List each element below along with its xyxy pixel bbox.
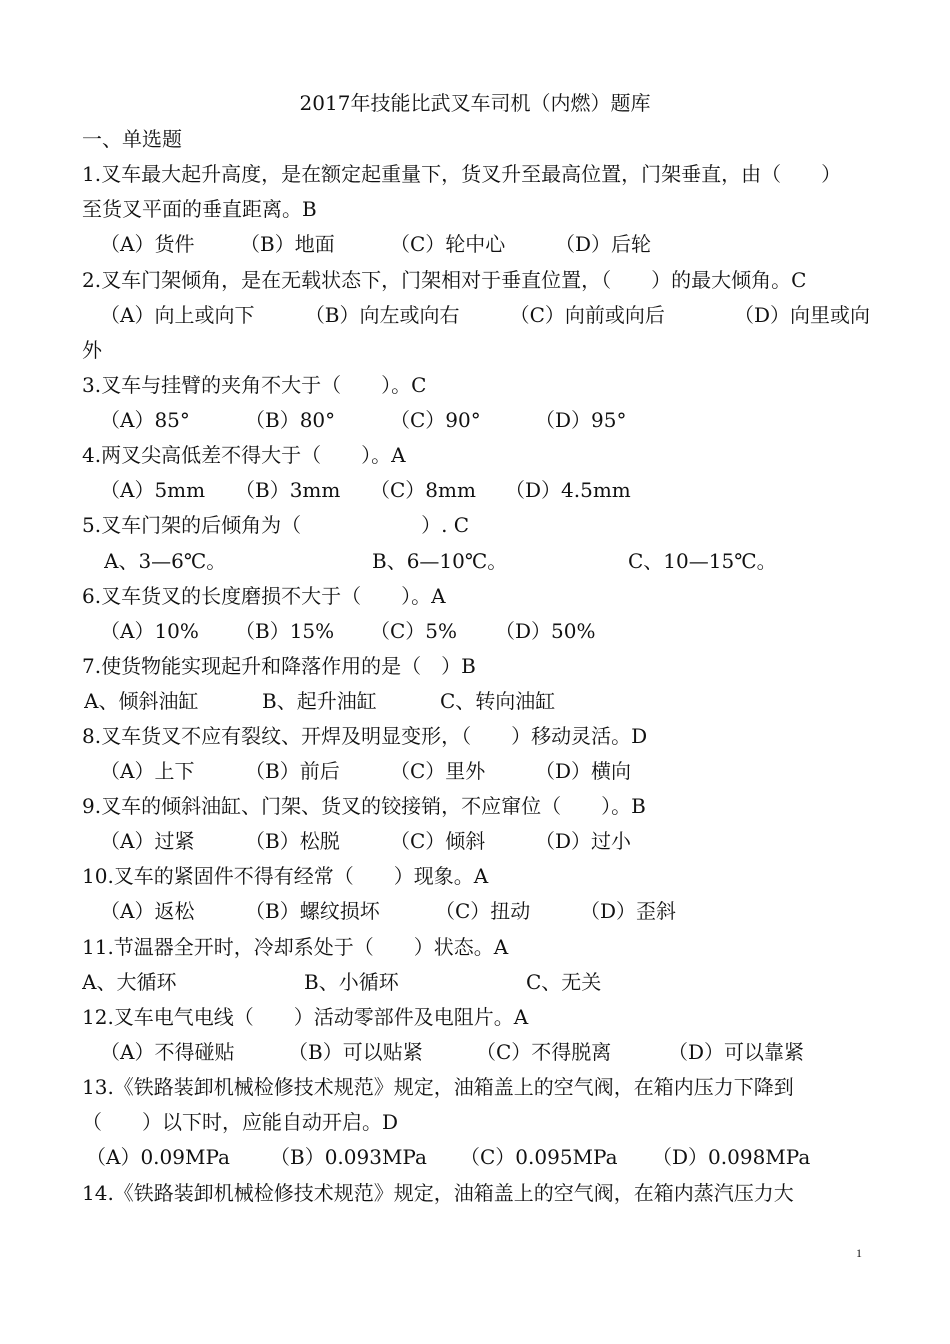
option-d: （D）横向 [535, 759, 632, 783]
option-b: B、小循环 [304, 970, 399, 994]
question-14: 14.《铁路装卸机械检修技术规范》规定，油箱盖上的空气阀，在箱内蒸汽压力大 [82, 1181, 794, 1205]
option-b: （B）0.093MPa [270, 1145, 427, 1169]
question-10-options [100, 896, 870, 926]
option-d: （D）向里或向 [733, 303, 870, 327]
question-4-options [100, 475, 870, 505]
option-b: B、起升油缸 [262, 689, 377, 713]
option-c: （C）0.095MPa [460, 1145, 618, 1169]
option-a: （A）返松 [100, 899, 195, 923]
option-b: （B）可以贴紧 [288, 1040, 423, 1064]
option-c: （C）不得脱离 [476, 1040, 612, 1064]
option-d: （D）过小 [535, 829, 632, 853]
option-c: （C）扭动 [435, 899, 531, 923]
option-b: （B）3mm [235, 478, 341, 502]
option-a: （A）不得碰贴 [100, 1040, 235, 1064]
question-3: 3.叉车与挂臂的夹角不大于（ ）。C [82, 373, 427, 397]
question-2-options [100, 300, 870, 330]
question-1-cont: 至货叉平面的垂直距离。B [82, 197, 317, 221]
option-c: （C）里外 [390, 759, 486, 783]
question-9-options [100, 826, 870, 856]
question-13-options [86, 1142, 870, 1172]
option-a: （A）10% [100, 619, 199, 643]
option-b: （B）松脱 [245, 829, 340, 853]
option-d: （D）可以靠紧 [668, 1040, 805, 1064]
option-a: （A）货件 [100, 232, 195, 256]
option-b: （B）向左或向右 [304, 303, 460, 327]
question-8-options [100, 756, 870, 786]
option-d: （D）后轮 [555, 232, 652, 256]
option-c: C、无关 [526, 970, 602, 994]
question-7-options [84, 686, 870, 716]
question-6: 6.叉车货叉的长度磨损不大于（ ）。A [82, 584, 446, 608]
option-b: （B）80° [245, 408, 336, 432]
option-a: （A）过紧 [100, 829, 195, 853]
option-b: （B）螺纹损坏 [245, 899, 380, 923]
option-c: C、10—15℃。 [628, 549, 777, 573]
question-11: 11.节温器全开时，冷却系处于（ ）状态。A [82, 935, 509, 959]
option-c: （C）轮中心 [390, 232, 506, 256]
question-5-options [104, 546, 870, 576]
option-c: （C）向前或向后 [509, 303, 665, 327]
section-heading: 一、单选题 [82, 127, 182, 151]
option-c: （C）90° [390, 408, 481, 432]
question-11-options [82, 967, 870, 997]
option-c: （C）倾斜 [390, 829, 486, 853]
question-9: 9.叉车的倾斜油缸、门架、货叉的铰接销，不应窜位（ ）。B [82, 794, 646, 818]
page-number: 1 [856, 1246, 862, 1260]
option-b: （B）地面 [240, 232, 335, 256]
question-12-options [100, 1037, 870, 1067]
question-1-options [100, 229, 870, 259]
option-a: （A）上下 [100, 759, 195, 783]
question-2: 2.叉车门架倾角，是在无载状态下，门架相对于垂直位置，（ ）的最大倾角。C [82, 268, 807, 292]
option-a: （A）0.09MPa [86, 1145, 230, 1169]
option-d: （D）95° [535, 408, 627, 432]
option-b: （B）15% [235, 619, 335, 643]
question-13: 13.《铁路装卸机械检修技术规范》规定，油箱盖上的空气阀，在箱内压力下降到 [82, 1075, 794, 1099]
question-12: 12.叉车电气电线（ ）活动零部件及电阻片。A [82, 1005, 529, 1029]
option-d: （D）50% [495, 619, 596, 643]
document-title: 2017年技能比武叉车司机（内燃）题库 [299, 91, 651, 115]
option-b: B、6—10℃。 [372, 549, 508, 573]
question-13-cont: （ ）以下时，应能自动开启。D [82, 1110, 399, 1134]
question-10: 10.叉车的紧固件不得有经常（ ）现象。A [82, 864, 489, 888]
question-5: 5.叉车门架的后倾角为（ ）. C [82, 513, 470, 537]
option-a: A、倾斜油缸 [84, 689, 199, 713]
option-c: （C）8mm [370, 478, 476, 502]
option-a: A、大循环 [82, 970, 177, 994]
option-a: （A）85° [100, 408, 190, 432]
question-7: 7.使货物能实现起升和降落作用的是（ ）B [82, 654, 476, 678]
option-a: （A）5mm [100, 478, 206, 502]
option-b: （B）前后 [245, 759, 340, 783]
option-c: C、转向油缸 [440, 689, 556, 713]
option-c: （C）5% [370, 619, 458, 643]
question-1: 1.叉车最大起升高度，是在额定起重量下，货叉升至最高位置，门架垂直，由（ ） [82, 162, 842, 186]
question-8: 8.叉车货叉不应有裂纹、开焊及明显变形，（ ）移动灵活。D [82, 724, 648, 748]
question-4: 4.两叉尖高低差不得大于（ ）。A [82, 443, 406, 467]
question-3-options [100, 405, 870, 435]
question-6-options [100, 616, 870, 646]
option-d: （D）0.098MPa [652, 1145, 811, 1169]
option-a: A、3—6℃。 [104, 549, 227, 573]
option-a: （A）向上或向下 [100, 303, 255, 327]
question-2-options-wrap: 外 [82, 338, 102, 362]
option-d: （D）歪斜 [580, 899, 677, 923]
option-d: （D）4.5mm [505, 478, 631, 502]
